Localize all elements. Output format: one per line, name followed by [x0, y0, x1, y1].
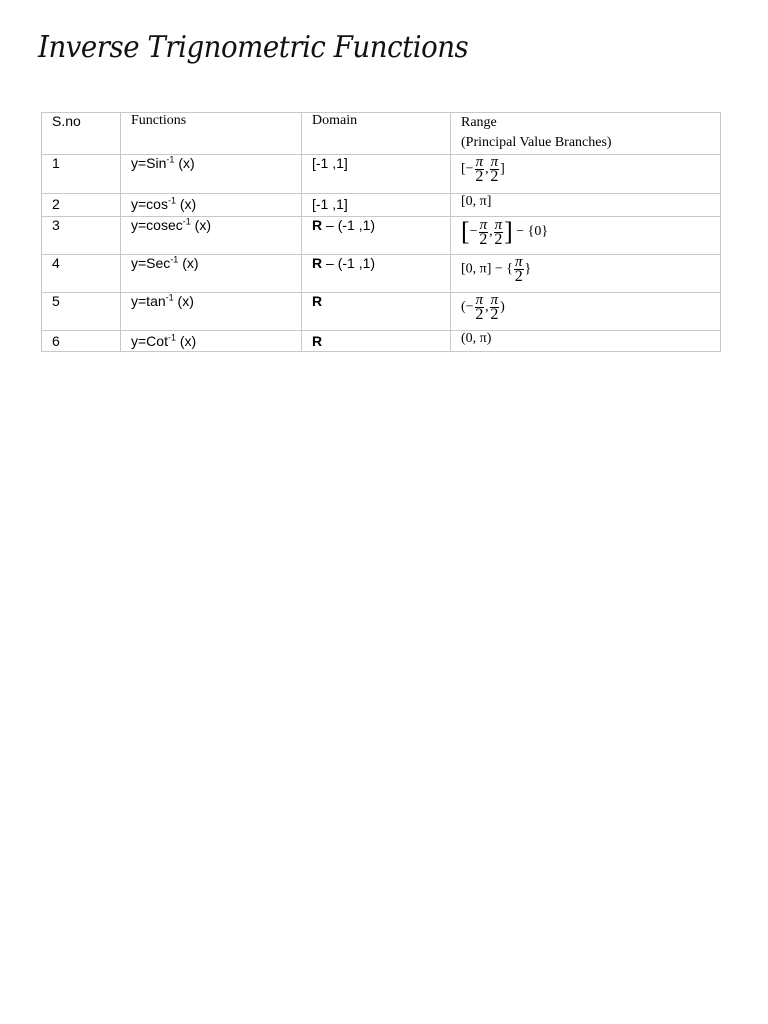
row-function: y=Cot$^{-1}$ (x)	[121, 331, 302, 352]
row-range: [− $\frac{\pi}{2}$ , $\frac{\pi}{2}$ ] − {0}	[451, 217, 721, 255]
table-row	[42, 217, 721, 255]
row-function: $y=\cos^{-1}$ (x)	[121, 194, 302, 217]
header-functions: Functions	[121, 113, 302, 155]
row-domain: R	[302, 331, 451, 352]
table-row	[42, 155, 721, 194]
header-range	[451, 113, 721, 155]
row-sno: 1	[42, 155, 121, 194]
table-row	[42, 194, 721, 217]
table-row	[42, 293, 721, 331]
row-domain: R – (-1 ,1)	[302, 217, 451, 255]
row-function: y=cosec$^{-1}$ (x)	[121, 217, 302, 255]
header-row	[42, 113, 721, 155]
header-sno: S.no	[42, 113, 121, 155]
row-range: [0, π] − { $\frac{\pi}{2}$ }	[451, 255, 721, 293]
row-range: (0, π)	[451, 331, 721, 352]
row-domain: R	[302, 293, 451, 331]
header-range-subtitle: (Principal Value Branches)	[461, 135, 612, 150]
row-sno: 2	[42, 194, 121, 217]
row-range: (− $\frac{\pi}{2}$ , $\frac{\pi}{2}$ )	[451, 293, 721, 331]
header-range-title: Range	[461, 115, 497, 130]
table-row	[42, 331, 721, 352]
page-title: Inverse Trignometric Functions	[38, 30, 469, 65]
row-function: $y=\tan^{-1}$ (x)	[121, 293, 302, 331]
row-domain: [-1 ,1]	[302, 194, 451, 217]
row-sno: 6	[42, 331, 121, 352]
row-domain: R – (-1 ,1)	[302, 255, 451, 293]
inverse-trig-table	[41, 112, 721, 352]
row-function: y=Sec$^{-1}$ (x)	[121, 255, 302, 293]
header-domain: Domain	[302, 113, 451, 155]
row-sno: 5	[42, 293, 121, 331]
row-range: [− $\frac{\pi}{2}$ , $\frac{\pi}{2}$ ]	[451, 155, 721, 194]
row-domain: [-1 ,1]	[302, 155, 451, 194]
row-function: y=Sin$^{-1}$ (x)	[121, 155, 302, 194]
row-range: [0, π]	[451, 194, 721, 217]
row-sno: 3	[42, 217, 121, 255]
table-row	[42, 255, 721, 293]
row-sno: 4	[42, 255, 121, 293]
